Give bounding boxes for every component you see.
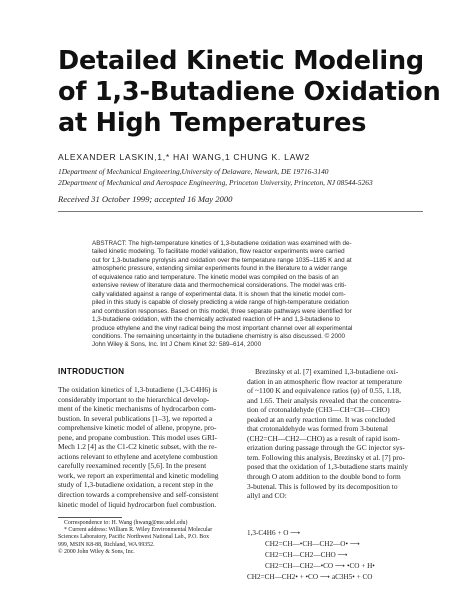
footnote-line: 999, MSIN K8-88, Richland, WA 99352.	[58, 541, 155, 548]
section-heading-introduction: INTRODUCTION	[58, 367, 125, 376]
introduction-text	[58, 385, 238, 509]
right-line: 3-butenal. This is followed by its decomposition to	[247, 481, 398, 491]
author-list: ALEXANDER LASKIN,1,* HAI WANG,1 CHUNG K. LAW2	[58, 152, 310, 162]
abstract-line: 1,3-butadiene oxidation, with the chemically activated reaction of H• and 1,3-butadiene to	[92, 316, 340, 324]
intro-line: The oxidation kinetics of 1,3-butadiene (1,3-C4H6) is	[58, 385, 218, 394]
intro-line: kinetic model of liquid hydrocarbon fuel combustion.	[58, 499, 217, 509]
intro-line: comprehensive kinetic model of allene, propyne, pro-	[58, 423, 217, 433]
abstract	[92, 240, 425, 350]
right-line: through O atom addition to the double bond to form	[247, 472, 401, 482]
intro-line: carefully reexamined recently [5,6]. In the present	[58, 461, 207, 471]
footnote-divider	[58, 517, 122, 518]
abstract-line: piled in this study is capable of closely predicting a wide range of high-temperature oxidation	[92, 299, 349, 307]
right-line: Brezinsky et al. [7] examined 1,3-butadiene oxi-	[255, 367, 399, 376]
right-line: and 1.65. Their analysis revealed that the concentra-	[247, 395, 402, 405]
right-line: allyl and CO:	[247, 491, 287, 501]
intro-line: direction towards a comprehensive and self-consistent	[58, 490, 219, 500]
abstract-line: out for 1,3-butadiene pyrolysis and oxidation over the temperature range 1035–1185 K and at	[92, 256, 352, 264]
title-line: Detailed Kinetic Modeling	[58, 46, 424, 76]
intro-line: ment of the kinetic mechanisms of hydrocarbon com-	[58, 404, 217, 414]
footnote-line: * Current address: William R. Wiley Environmental Molecular	[64, 527, 213, 534]
abstract-line: ABSTRACT: The high-temperature kinetics of 1,3-butadiene oxidation was examined with de-	[92, 240, 352, 247]
reaction-scheme	[247, 528, 427, 583]
right-line: (CH2=CH—CH2—CHO) as a result of rapid isom-	[247, 433, 400, 443]
abstract-line: conditions. The remaining uncertainty in the butadiene chemistry is also discussed. © 2000	[92, 332, 346, 340]
reaction-line: CH2=CH—•CH—CH2—O• ⟶	[265, 540, 361, 548]
right-line: dation in an atmospheric flow reactor at temperature	[247, 376, 402, 386]
header-divider	[58, 211, 423, 212]
abstract-line: atmospheric pressure, extending similar experiments found in the literature to a wider range	[92, 265, 348, 273]
footnote-line: Sciences Laboratory, Pacific Northwest National Lab., P.O. Box	[58, 534, 210, 541]
right-line: that crotonaldehyde was formed from 3-butenal	[247, 424, 388, 434]
intro-line: considerably important to the hierarchical develop-	[58, 394, 210, 404]
title-line: of 1,3-Butadiene Oxidation	[58, 77, 441, 107]
intro-line: Mech 1.2 [4] as the C1-C2 kinetic subset, with the re-	[58, 442, 217, 452]
right-line: tem. Following this analysis, Brezinsky et al. [7] pro-	[247, 452, 405, 462]
intro-line: work, we report an experimental and kinetic modeling	[58, 470, 219, 480]
footnote-line: Correspondence to: H. Wang (hwang@me.udel.edu)	[64, 520, 188, 526]
footnote-line: © 2000 John Wiley & Sons, Inc.	[58, 548, 135, 555]
abstract-line: of equivalence ratio and temperature. The kinetic model was compiled on the basis of an	[92, 273, 339, 281]
abstract-line: extensive review of literature data and thermochemical considerations. The model was criti-	[92, 282, 347, 290]
affiliation-1: 1Department of Mechanical Engineering,University of Delaware, Newark, DE 19716-3140	[58, 167, 329, 176]
right-column-text	[247, 367, 427, 501]
intro-line: study of 1,3-butadiene oxidation, a recent step in the	[58, 480, 214, 490]
intro-line: pene, and propane combustion. This model uses GRI-	[58, 432, 217, 442]
affiliation-2: 2Department of Mechanical and Aerospace Engineering, Princeton University, Princeton, NJ 08544-5263	[58, 178, 373, 187]
abstract-line: tailed kinetic modeling. To facilitate model validation, flow reactor experiments were carried	[92, 248, 345, 256]
reaction-line: CH2=CH—CH2—CHO ⟶	[265, 551, 348, 559]
abstract-line: produce ethylene and the vinyl radical being the most important channel over all experimental	[92, 324, 353, 332]
intro-line: actions relevant to ethylene and acetylene combustion	[58, 451, 218, 461]
right-line: peaked at an early reaction time. It was concluded	[247, 414, 395, 424]
right-line: tion of crotonaldehyde (CH3—CH=CH—CHO)	[247, 405, 390, 415]
abstract-line: John Wiley & Sons, Inc. Int J Chem Kinet 32: 589–614, 2000	[92, 341, 262, 349]
footnotes	[58, 520, 238, 556]
reaction-line: 1,3-C4H6 + O ⟶	[247, 529, 301, 537]
right-line: of ~1100 K and equivalence ratios (φ) of 0.55, 1.18,	[247, 386, 401, 396]
title-line: at High Temperatures	[58, 108, 367, 138]
reaction-line: CH2=CH—CH2• + •CO ⟶ aC3H5• + CO	[247, 573, 373, 581]
abstract-line: and combustion responses. Based on this model, three separate pathways were identified for	[92, 307, 352, 315]
right-line: erization during passage through the GC injector sys-	[247, 443, 405, 453]
paper-title	[58, 46, 441, 139]
received-dates: Received 31 October 1999; accepted 16 May 2000	[58, 194, 233, 204]
abstract-line: cally validated against a range of experimental data. It is shown that the kinetic model com-	[92, 290, 346, 298]
right-line: posed that the oxidation of 1,3-butadiene starts mainly	[247, 462, 408, 472]
reaction-line: CH2=CH—CH2—•CO ⟶ •CO + H•	[265, 562, 375, 570]
intro-line: bustion. In several publications [1–3], we reported a	[58, 413, 213, 423]
